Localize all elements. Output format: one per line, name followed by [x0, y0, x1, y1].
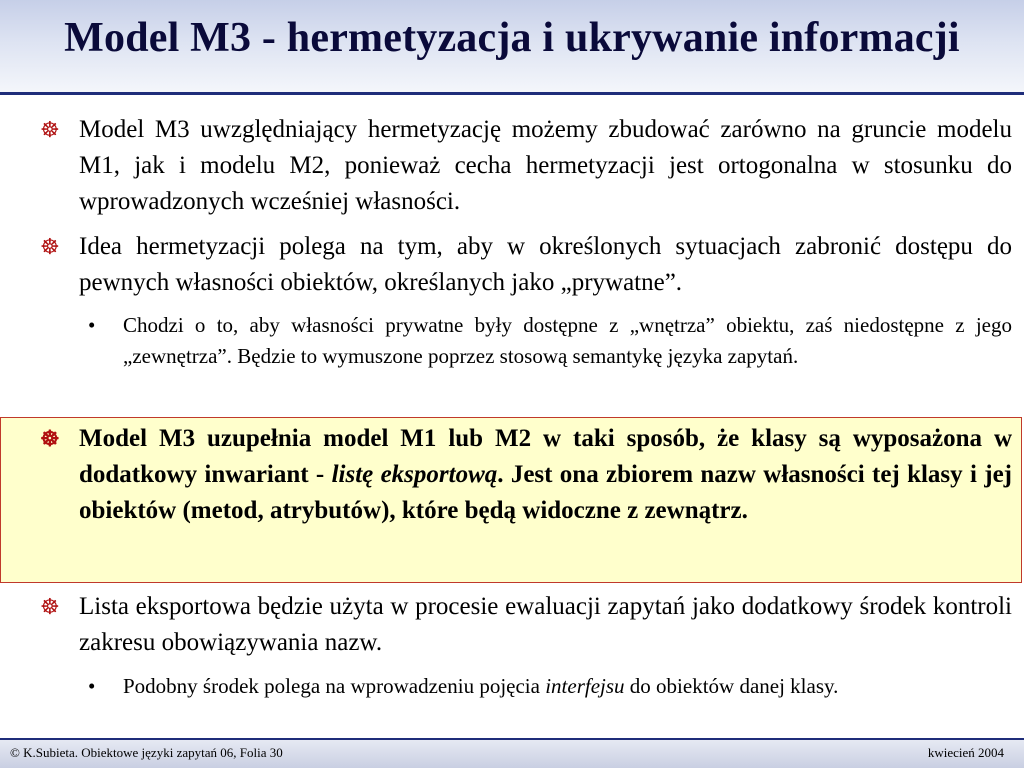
red-ornament-icon: ☸: [40, 426, 60, 451]
sub-bullet-2: [88, 671, 1012, 702]
bullet-3-highlighted: [40, 421, 1012, 529]
bullet-dot-icon: •: [88, 674, 96, 698]
sub-bullet-2-text: Podobny środek polega na wprowadzeniu pojęcia interfejsu do obiektów danej klasy.: [123, 674, 839, 698]
footer-copyright: © K.Subieta. Obiektowe języki zapytań 06, Folia 30: [10, 745, 283, 760]
sub-bullet-1: [88, 310, 1012, 372]
title-divider: [0, 92, 1024, 95]
red-ornament-icon: ☸: [40, 594, 60, 619]
bullet-4-text: Lista eksportowa będzie użyta w procesie ewaluacji zapytań jako dodatkowy środek kontroli zakresu obowiązywania nazw.: [79, 593, 1012, 656]
emphasis-export-list: listę eksportową: [331, 461, 498, 488]
slide-title: Model M3 - hermetyzacja i ukrywanie informacji: [64, 15, 960, 61]
bullet-2-text: Idea hermetyzacji polega na tym, aby w określonych sytuacjach zabronić dostępu do pewnych własności obiektów, określanych jako „prywatne”.: [79, 233, 1012, 296]
red-ornament-icon: ☸: [40, 234, 60, 259]
bullet-3-text: Model M3 uzupełnia model M1 lub M2 w taki sposób, że klasy są wyposażona w dodatkowy inwariant - listę eksportową. Jest ona zbiorem nazw własności tej klasy i jej obiektów (metod, atrybutów), które będą widoczne z zewnątrz.: [79, 425, 1012, 524]
footer-bar: [0, 740, 1024, 768]
bullet-dot-icon: •: [88, 313, 96, 337]
sub-bullet-1-text: Chodzi o to, aby własności prywatne były dostępne z „wnętrza” obiektu, zaś niedostępne z jego „zewnętrza”. Będzie to wymuszone poprzez stosową semantykę języka zapytań.: [123, 313, 1012, 368]
bullet-2: [40, 229, 1012, 301]
bullet-1-text: Model M3 uwzględniający hermetyzację możemy zbudować zarówno na gruncie modelu M1, jak i modelu M2, ponieważ cecha hermetyzacji jest ortogonalna w stosunku do wprowadzonych wcześniej własności.: [79, 116, 1012, 215]
bullet-1: [40, 112, 1012, 220]
bullet-4: [40, 589, 1012, 661]
red-ornament-icon: ☸: [40, 117, 60, 142]
footer-date: kwiecień 2004: [927, 745, 1004, 760]
emphasis-interface: interfejsu: [545, 674, 625, 698]
